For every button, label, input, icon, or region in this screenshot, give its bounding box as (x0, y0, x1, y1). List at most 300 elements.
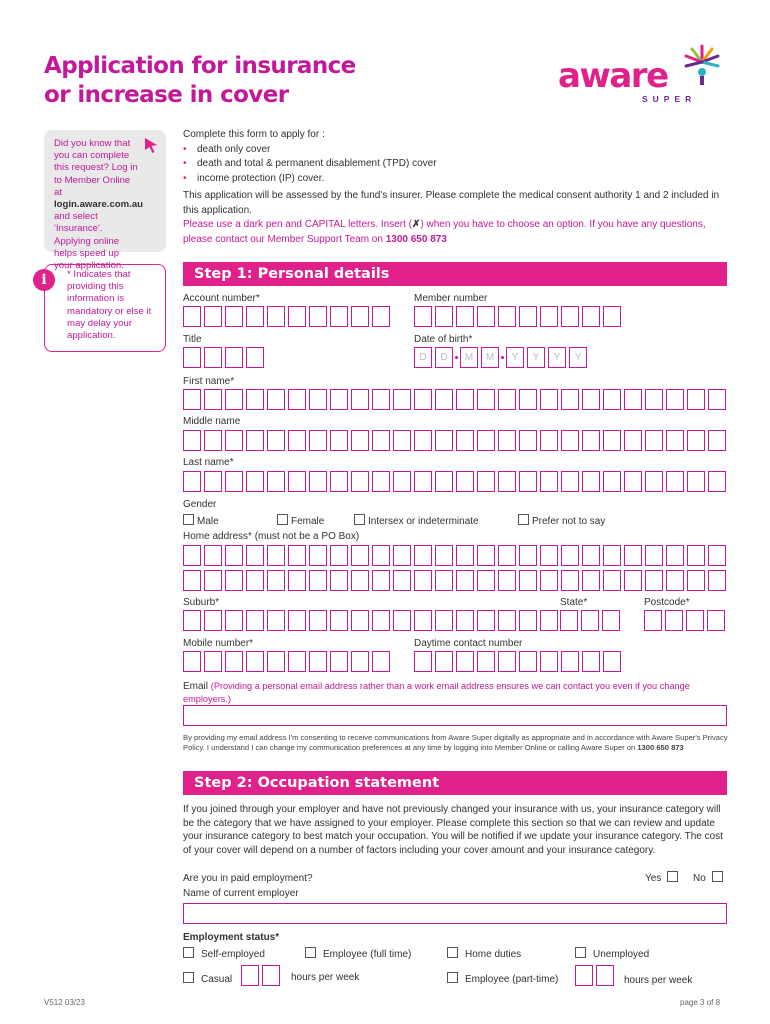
option-label: Employee (part-time) (465, 974, 559, 985)
char-box[interactable] (477, 651, 495, 672)
char-box[interactable] (204, 430, 222, 451)
char-box[interactable] (456, 471, 474, 492)
char-box[interactable] (603, 306, 621, 327)
member-number-field[interactable] (414, 306, 621, 327)
dob-label: Date of birth* (414, 334, 473, 345)
char-box[interactable] (351, 545, 369, 566)
char-box[interactable] (645, 389, 663, 410)
char-box[interactable] (477, 430, 495, 451)
char-box[interactable] (540, 610, 558, 631)
char-box[interactable] (708, 389, 726, 410)
char-box[interactable] (309, 430, 327, 451)
char-box[interactable] (372, 430, 390, 451)
char-box[interactable] (498, 306, 516, 327)
char-box[interactable] (330, 610, 348, 631)
email-field[interactable] (183, 705, 727, 726)
paid-yes-option[interactable] (645, 871, 681, 884)
gender-option-female[interactable] (277, 514, 324, 527)
char-box[interactable] (225, 651, 243, 672)
char-box[interactable] (330, 570, 348, 591)
dob-year-2[interactable]: Y (527, 347, 545, 368)
checkbox[interactable] (183, 972, 194, 983)
char-box[interactable] (575, 965, 593, 986)
char-box[interactable] (708, 545, 726, 566)
char-box[interactable] (372, 471, 390, 492)
part-time-hours-field[interactable] (575, 965, 614, 986)
logo-sub: SUPER (642, 94, 697, 104)
mandatory-note-box (41, 264, 166, 352)
char-box[interactable] (288, 389, 306, 410)
postcode-label: Postcode* (644, 597, 690, 608)
char-box[interactable] (561, 471, 579, 492)
char-box[interactable] (267, 430, 285, 451)
cover-type-list (183, 143, 731, 187)
checkbox[interactable] (277, 514, 288, 525)
char-box[interactable] (330, 306, 348, 327)
char-box[interactable] (267, 570, 285, 591)
char-box[interactable] (707, 610, 725, 631)
employment-status-label: Employment status* (183, 932, 280, 943)
char-box[interactable] (498, 610, 516, 631)
checkbox[interactable] (183, 947, 194, 958)
checkbox[interactable] (447, 972, 458, 983)
char-box[interactable] (687, 389, 705, 410)
char-box[interactable] (204, 389, 222, 410)
char-box[interactable] (666, 389, 684, 410)
char-box[interactable] (519, 545, 537, 566)
char-box[interactable] (267, 610, 285, 631)
char-box[interactable] (246, 306, 264, 327)
char-box[interactable] (540, 430, 558, 451)
char-box[interactable] (288, 610, 306, 631)
char-box[interactable] (246, 347, 264, 368)
pen-text-1: Please use a dark pen and CAPITAL letters. Insert ( (183, 219, 413, 230)
char-box[interactable] (183, 545, 201, 566)
option-label: Casual (201, 974, 233, 985)
char-box[interactable] (477, 471, 495, 492)
mobile-label: Mobile number* (183, 638, 254, 649)
checkbox[interactable] (183, 514, 194, 525)
char-box[interactable] (624, 389, 642, 410)
char-box[interactable] (414, 545, 432, 566)
char-box[interactable] (288, 471, 306, 492)
char-box[interactable] (288, 306, 306, 327)
char-box[interactable] (351, 430, 369, 451)
char-box[interactable] (540, 306, 558, 327)
char-box[interactable] (519, 389, 537, 410)
char-box[interactable] (372, 651, 390, 672)
char-box[interactable] (582, 430, 600, 451)
char-box[interactable] (372, 570, 390, 591)
char-box[interactable] (183, 471, 201, 492)
yes-label: Yes (645, 873, 662, 884)
logo-word: aware (558, 56, 668, 96)
char-box[interactable] (603, 651, 621, 672)
char-box[interactable] (309, 306, 327, 327)
char-box[interactable] (561, 389, 579, 410)
char-box[interactable] (687, 471, 705, 492)
char-box[interactable] (435, 570, 453, 591)
status-unemployed[interactable] (575, 947, 649, 960)
char-box[interactable] (330, 389, 348, 410)
checkbox[interactable] (575, 947, 586, 958)
checkbox[interactable] (667, 871, 678, 882)
char-box[interactable] (435, 389, 453, 410)
char-box[interactable] (540, 651, 558, 672)
char-box[interactable] (183, 389, 201, 410)
consent-text: By providing my email address I'm consenting to receive communications from Aware Super digitally as appropriate and in accordance with Aware Super's Privacy Policy. I understand I can change my communication preferences at any time by logging into Member Online or calling Aware Super on (183, 733, 728, 752)
char-box[interactable] (435, 651, 453, 672)
char-box[interactable] (519, 306, 537, 327)
status-employee-full-time[interactable] (305, 947, 411, 960)
char-box[interactable] (624, 570, 642, 591)
char-box[interactable] (204, 306, 222, 327)
char-box[interactable] (183, 430, 201, 451)
cover-type-item: • death and total & permanent disablement (TPD) cover (183, 157, 731, 172)
char-box[interactable] (225, 610, 243, 631)
gender-option-label: Female (291, 516, 325, 527)
status-self-employed[interactable] (183, 947, 265, 960)
gender-label: Gender (183, 499, 217, 510)
char-box[interactable] (560, 610, 578, 631)
char-box[interactable] (645, 471, 663, 492)
gender-option-intersex[interactable] (354, 514, 479, 527)
daytime-label: Daytime contact number (414, 638, 523, 649)
intro-section (183, 128, 731, 247)
char-box[interactable] (262, 965, 280, 986)
char-box[interactable] (582, 570, 600, 591)
char-box[interactable] (603, 545, 621, 566)
char-box[interactable] (596, 965, 614, 986)
gender-option-prefer-not[interactable] (518, 514, 605, 527)
dob-day-1[interactable]: D (414, 347, 432, 368)
char-box[interactable] (687, 570, 705, 591)
char-box[interactable] (246, 430, 264, 451)
char-box[interactable] (372, 389, 390, 410)
char-box[interactable] (666, 570, 684, 591)
char-box[interactable] (288, 570, 306, 591)
char-box[interactable] (435, 306, 453, 327)
char-box[interactable] (477, 306, 495, 327)
char-box[interactable] (603, 430, 621, 451)
char-box[interactable] (666, 471, 684, 492)
dob-day-2[interactable]: D (435, 347, 453, 368)
char-box[interactable] (246, 610, 264, 631)
char-box[interactable] (288, 545, 306, 566)
no-label: No (693, 873, 706, 884)
char-box[interactable] (183, 651, 201, 672)
char-box[interactable] (183, 570, 201, 591)
char-box[interactable] (225, 570, 243, 591)
char-box[interactable] (246, 570, 264, 591)
char-box[interactable] (309, 651, 327, 672)
char-box[interactable] (246, 471, 264, 492)
char-box[interactable] (603, 389, 621, 410)
char-box[interactable] (183, 306, 201, 327)
char-box[interactable] (498, 651, 516, 672)
char-box[interactable] (330, 430, 348, 451)
char-box[interactable] (435, 610, 453, 631)
paid-no-option[interactable] (693, 871, 726, 884)
char-box[interactable] (624, 545, 642, 566)
char-box[interactable] (665, 610, 683, 631)
char-box[interactable] (435, 471, 453, 492)
char-box[interactable] (351, 389, 369, 410)
daytime-field[interactable] (414, 651, 621, 672)
char-box[interactable] (351, 306, 369, 327)
char-box[interactable] (603, 570, 621, 591)
char-box[interactable] (540, 570, 558, 591)
char-box[interactable] (330, 471, 348, 492)
char-box[interactable] (519, 430, 537, 451)
char-box[interactable] (372, 610, 390, 631)
char-box[interactable] (351, 570, 369, 591)
char-box[interactable] (267, 545, 285, 566)
char-box[interactable] (414, 389, 432, 410)
char-box[interactable] (708, 430, 726, 451)
home-address-line-2[interactable] (183, 570, 726, 591)
char-box[interactable] (645, 430, 663, 451)
char-box[interactable] (241, 965, 259, 986)
char-box[interactable] (351, 610, 369, 631)
char-box[interactable] (540, 545, 558, 566)
char-box[interactable] (603, 471, 621, 492)
char-box[interactable] (624, 471, 642, 492)
char-box[interactable] (477, 610, 495, 631)
char-box[interactable] (477, 570, 495, 591)
account-number-field[interactable] (183, 306, 390, 327)
char-box[interactable] (519, 651, 537, 672)
char-box[interactable] (435, 430, 453, 451)
char-box[interactable] (414, 430, 432, 451)
status-casual[interactable] (183, 972, 232, 985)
gender-option-male[interactable] (183, 514, 219, 527)
char-box[interactable] (267, 306, 285, 327)
char-box[interactable] (267, 389, 285, 410)
checkbox[interactable] (354, 514, 365, 525)
page-title (44, 52, 364, 110)
char-box[interactable] (225, 306, 243, 327)
checkbox[interactable] (712, 871, 723, 882)
char-box[interactable] (309, 389, 327, 410)
char-box[interactable] (204, 570, 222, 591)
option-label: Self-employed (201, 949, 265, 960)
char-box[interactable] (309, 545, 327, 566)
gender-option-label: Intersex or indeterminate (368, 516, 479, 527)
char-box[interactable] (456, 389, 474, 410)
char-box[interactable] (498, 471, 516, 492)
char-box[interactable] (561, 306, 579, 327)
last-name-field[interactable] (183, 471, 726, 492)
last-name-label: Last name* (183, 457, 234, 468)
char-box[interactable] (602, 610, 620, 631)
char-box[interactable] (183, 347, 201, 368)
char-box[interactable] (414, 306, 432, 327)
char-box[interactable] (582, 651, 600, 672)
char-box[interactable] (687, 430, 705, 451)
char-box[interactable] (498, 545, 516, 566)
char-box[interactable] (582, 306, 600, 327)
char-box[interactable] (351, 471, 369, 492)
version-code: V512 03/23 (44, 998, 85, 1007)
dob-year-3[interactable]: Y (548, 347, 566, 368)
intro-assessed: This application will be assessed by the fund's insurer. Please complete the medical consent authority 1 and 2 included in this application. (183, 190, 720, 216)
char-box[interactable] (309, 471, 327, 492)
employer-field[interactable] (183, 903, 727, 924)
char-box[interactable] (204, 545, 222, 566)
char-box[interactable] (456, 651, 474, 672)
status-employee-part-time[interactable] (447, 972, 558, 985)
char-box[interactable] (456, 430, 474, 451)
char-box[interactable] (456, 306, 474, 327)
char-box[interactable] (225, 389, 243, 410)
char-box[interactable] (393, 389, 411, 410)
char-box[interactable] (204, 610, 222, 631)
employer-label: Name of current employer (183, 888, 299, 899)
dob-field[interactable] (414, 347, 587, 368)
char-box[interactable] (393, 570, 411, 591)
checkbox[interactable] (518, 514, 529, 525)
char-box[interactable] (288, 430, 306, 451)
status-home-duties[interactable] (447, 947, 521, 960)
char-box[interactable] (204, 471, 222, 492)
char-box[interactable] (561, 430, 579, 451)
char-box[interactable] (225, 347, 243, 368)
checkbox[interactable] (305, 947, 316, 958)
char-box[interactable] (582, 471, 600, 492)
char-box[interactable] (624, 430, 642, 451)
casual-hours-field[interactable] (241, 965, 280, 986)
char-box[interactable] (246, 389, 264, 410)
dob-separator (455, 356, 458, 359)
char-box[interactable] (288, 651, 306, 672)
intro-pen-instructions (183, 218, 731, 247)
char-box[interactable] (183, 610, 201, 631)
char-box[interactable] (330, 651, 348, 672)
char-box[interactable] (540, 389, 558, 410)
char-box[interactable] (561, 651, 579, 672)
suburb-field[interactable] (183, 610, 558, 631)
char-box[interactable] (645, 545, 663, 566)
char-box[interactable] (582, 545, 600, 566)
char-box[interactable] (267, 471, 285, 492)
char-box[interactable] (309, 570, 327, 591)
char-box[interactable] (686, 610, 704, 631)
char-box[interactable] (267, 651, 285, 672)
pen-text-2: ) when you have to choose an option. If you have any questions, please contact our Member Support Team on (183, 219, 706, 245)
char-box[interactable] (561, 570, 579, 591)
char-box[interactable] (498, 570, 516, 591)
cross-mark-icon: ✗ (412, 219, 421, 230)
gender-option-label: Male (197, 516, 219, 527)
char-box[interactable] (372, 545, 390, 566)
char-box[interactable] (246, 545, 264, 566)
char-box[interactable] (561, 545, 579, 566)
aware-super-logo (558, 42, 728, 108)
dob-month-2[interactable]: M (481, 347, 499, 368)
tip-link[interactable]: login.aware.com.au (54, 199, 144, 211)
char-box[interactable] (393, 545, 411, 566)
char-box[interactable] (351, 651, 369, 672)
char-box[interactable] (393, 430, 411, 451)
char-box[interactable] (477, 545, 495, 566)
home-address-line-1[interactable] (183, 545, 726, 566)
char-box[interactable] (393, 471, 411, 492)
char-box[interactable] (204, 651, 222, 672)
char-box[interactable] (645, 570, 663, 591)
cover-type-item: • death only cover (183, 143, 731, 158)
step2-heading: Step 2: Occupation statement (183, 771, 727, 795)
state-field[interactable] (560, 610, 620, 631)
support-phone: 1300 650 873 (385, 233, 447, 245)
char-box[interactable] (456, 545, 474, 566)
char-box[interactable] (540, 471, 558, 492)
char-box[interactable] (456, 570, 474, 591)
title-line-1: Application for insurance (44, 53, 356, 79)
email-label-block (183, 680, 729, 706)
page-number: page 3 of 8 (680, 998, 721, 1007)
char-box[interactable] (456, 610, 474, 631)
char-box[interactable] (498, 389, 516, 410)
char-box[interactable] (414, 570, 432, 591)
char-box[interactable] (687, 545, 705, 566)
account-number-label: Account number* (183, 293, 260, 304)
char-box[interactable] (414, 471, 432, 492)
char-box[interactable] (372, 306, 390, 327)
char-box[interactable] (582, 389, 600, 410)
title-field[interactable] (183, 347, 264, 368)
char-box[interactable] (581, 610, 599, 631)
tip-line-1: Did you know that you can complete this request? Log in to Member Online at (54, 138, 138, 198)
char-box[interactable] (414, 651, 432, 672)
char-box[interactable] (225, 471, 243, 492)
char-box[interactable] (519, 610, 537, 631)
dob-month-1[interactable]: M (460, 347, 478, 368)
char-box[interactable] (666, 545, 684, 566)
mobile-field[interactable] (183, 651, 390, 672)
char-box[interactable] (708, 570, 726, 591)
char-box[interactable] (708, 471, 726, 492)
char-box[interactable] (225, 430, 243, 451)
postcode-field[interactable] (644, 610, 725, 631)
char-box[interactable] (519, 471, 537, 492)
middle-name-field[interactable] (183, 430, 726, 451)
char-box[interactable] (435, 545, 453, 566)
char-box[interactable] (519, 570, 537, 591)
option-label: Employee (full time) (323, 949, 412, 960)
char-box[interactable] (644, 610, 662, 631)
casual-hours-label: hours per week (291, 972, 360, 983)
checkbox[interactable] (447, 947, 458, 958)
tip-line-2: and select 'Insurance'. Applying online helps speed up your application. (54, 211, 124, 272)
char-box[interactable] (393, 610, 411, 631)
member-number-label: Member number (414, 293, 488, 304)
char-box[interactable] (666, 430, 684, 451)
char-box[interactable] (477, 389, 495, 410)
char-box[interactable] (330, 545, 348, 566)
char-box[interactable] (414, 610, 432, 631)
char-box[interactable] (225, 545, 243, 566)
char-box[interactable] (498, 430, 516, 451)
char-box[interactable] (309, 610, 327, 631)
first-name-field[interactable] (183, 389, 726, 410)
online-tip-box (44, 130, 166, 272)
char-box[interactable] (204, 347, 222, 368)
dob-year-1[interactable]: Y (506, 347, 524, 368)
email-consent (183, 733, 729, 753)
dob-year-4[interactable]: Y (569, 347, 587, 368)
char-box[interactable] (246, 651, 264, 672)
